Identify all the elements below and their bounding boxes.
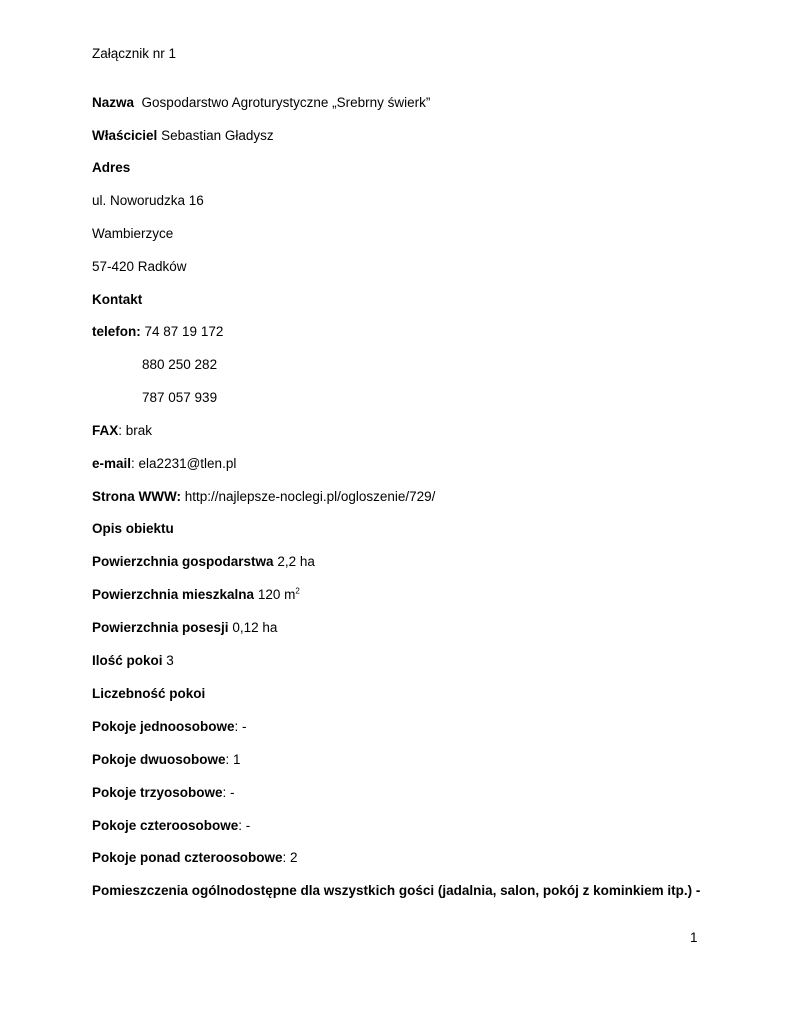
triple-rooms-row <box>92 784 235 802</box>
farm-area-value: 2,2 ha <box>277 554 315 569</box>
living-area-superscript: 2 <box>295 586 300 596</box>
address-label: Adres <box>92 160 131 175</box>
more-rooms-label: Pokoje ponad czteroosobowe <box>92 850 283 865</box>
quad-rooms-label: Pokoje czteroosobowe <box>92 818 239 833</box>
description-label: Opis obiektu <box>92 521 174 536</box>
plot-area-label: Powierzchnia posesji <box>92 620 229 635</box>
farm-area-label: Powierzchnia gospodarstwa <box>92 554 274 569</box>
owner-value: Sebastian Gładysz <box>161 128 274 143</box>
double-rooms-value: : 1 <box>225 752 241 767</box>
address-heading <box>92 159 130 177</box>
name-label: Nazwa <box>92 95 135 110</box>
rooms-count-label: Ilość pokoi <box>92 653 163 668</box>
contact-heading <box>92 291 142 309</box>
triple-rooms-label: Pokoje trzyosobowe <box>92 785 223 800</box>
fax-label: FAX <box>92 423 119 438</box>
rooms-count-row <box>92 652 174 670</box>
page-number: 1 <box>690 930 698 945</box>
address-street: ul. Noworudzka 16 <box>92 193 204 208</box>
owner-label: Właściciel <box>92 128 158 143</box>
www-value: http://najlepsze-noclegi.pl/ogloszenie/729/ <box>184 489 436 504</box>
email-row <box>92 455 236 473</box>
phone-value: 74 87 19 172 <box>144 324 224 339</box>
address-postal-city: 57-420 Radków <box>92 259 187 274</box>
single-rooms-row <box>92 718 247 736</box>
more-rooms-value: : 2 <box>282 850 298 865</box>
phone-value: 787 057 939 <box>142 390 218 405</box>
common-rooms-row <box>92 882 700 900</box>
owner-row <box>92 127 274 145</box>
living-area-row <box>92 586 300 604</box>
contact-label: Kontakt <box>92 292 143 307</box>
double-rooms-row <box>92 751 241 769</box>
fax-value: : brak <box>118 423 153 438</box>
phone-value: 880 250 282 <box>142 357 218 372</box>
double-rooms-label: Pokoje dwuosobowe <box>92 752 226 767</box>
email-separator: : <box>131 456 139 471</box>
living-area-label: Powierzchnia mieszkalna <box>92 587 255 602</box>
phone-label: telefon: <box>92 324 141 339</box>
more-rooms-row <box>92 849 298 867</box>
farm-area-row <box>92 553 315 571</box>
fax-row <box>92 422 152 440</box>
plot-area-row <box>92 619 277 637</box>
address-town: Wambierzyce <box>92 226 174 241</box>
email-value: ela2231@tlen.pl <box>138 456 237 471</box>
phone-row <box>92 323 223 341</box>
quad-rooms-row <box>92 817 250 835</box>
triple-rooms-value: : - <box>222 785 235 800</box>
quad-rooms-value: : - <box>238 818 251 833</box>
living-area-value: 120 m <box>257 587 296 602</box>
rooms-count-value: 3 <box>166 653 174 668</box>
single-rooms-value: : - <box>234 719 247 734</box>
name-row <box>92 94 430 112</box>
email-label: e-mail <box>92 456 132 471</box>
plot-area-value: 0,12 ha <box>232 620 278 635</box>
www-row <box>92 488 435 506</box>
single-rooms-label: Pokoje jednoosobowe <box>92 719 235 734</box>
rooms-heading <box>92 685 205 703</box>
common-rooms-label: Pomieszczenia ogólnodostępne dla wszystkich gości (jadalnia, salon, pokój z kominkiem itp.) - <box>92 883 701 898</box>
rooms-label: Liczebność pokoi <box>92 686 206 701</box>
description-heading <box>92 520 174 538</box>
www-label: Strona WWW: <box>92 489 181 504</box>
name-value: Gospodarstwo Agroturystyczne „Srebrny świerk” <box>141 95 431 110</box>
attachment-header: Załącznik nr 1 <box>92 46 177 61</box>
